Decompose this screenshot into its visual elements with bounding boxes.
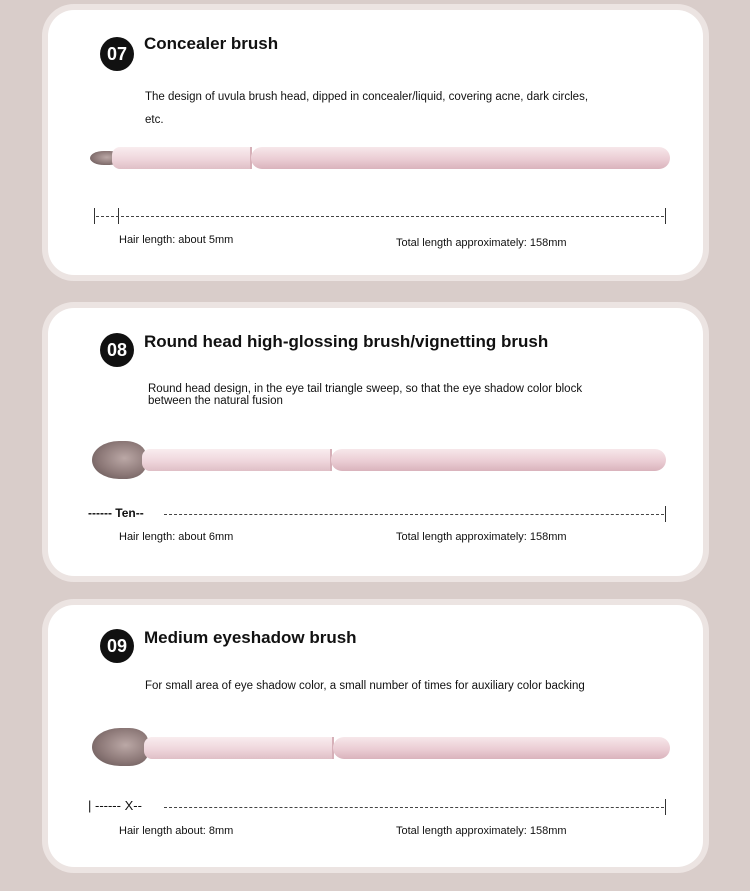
- measure-line: [96, 216, 664, 218]
- product-card-09: [48, 605, 703, 867]
- card-title: Round head high-glossing brush/vignetting brush: [144, 332, 549, 351]
- measure-mark: ------ Ten--: [88, 506, 144, 520]
- total-length: Total length approximately: 158mm: [396, 237, 567, 249]
- number-badge: 09: [100, 629, 134, 663]
- measure-end-tick: [665, 799, 666, 815]
- measure-end-tick: [665, 208, 666, 224]
- medium-eyeshadow-brush-image: [90, 728, 672, 768]
- measure-mark: | ------ X--: [88, 798, 142, 813]
- total-length: Total length approximately: 158mm: [396, 825, 567, 837]
- measure-line: [164, 807, 664, 809]
- card-description: For small area of eye shadow color, a small number of times for auxiliary color backing: [145, 680, 585, 692]
- card-description: The design of uvula brush head, dipped in concealer/liquid, covering acne, dark circles, etc.: [145, 91, 589, 126]
- card-title: Medium eyeshadow brush: [144, 628, 357, 647]
- card-description: Round head design, in the eye tail triangle sweep, so that the eye shadow color block between the natural fusion: [148, 383, 583, 407]
- concealer-brush-image: [90, 147, 670, 173]
- hair-length: Hair length about: 8mm: [119, 825, 234, 837]
- number-badge: 07: [100, 37, 134, 71]
- round-head-brush-image: [90, 441, 670, 481]
- measure-start-tick: [94, 208, 95, 224]
- total-length: Total length approximately: 158mm: [396, 531, 567, 543]
- measure-end-tick: [665, 506, 666, 522]
- card-title: Concealer brush: [144, 34, 279, 53]
- hair-length: Hair length: about 5mm: [119, 234, 234, 246]
- hair-length: Hair length: about 6mm: [119, 531, 234, 543]
- product-card-08: [48, 308, 703, 576]
- measure-line: [164, 514, 664, 516]
- product-card-07: [48, 10, 703, 275]
- number-badge: 08: [100, 333, 134, 367]
